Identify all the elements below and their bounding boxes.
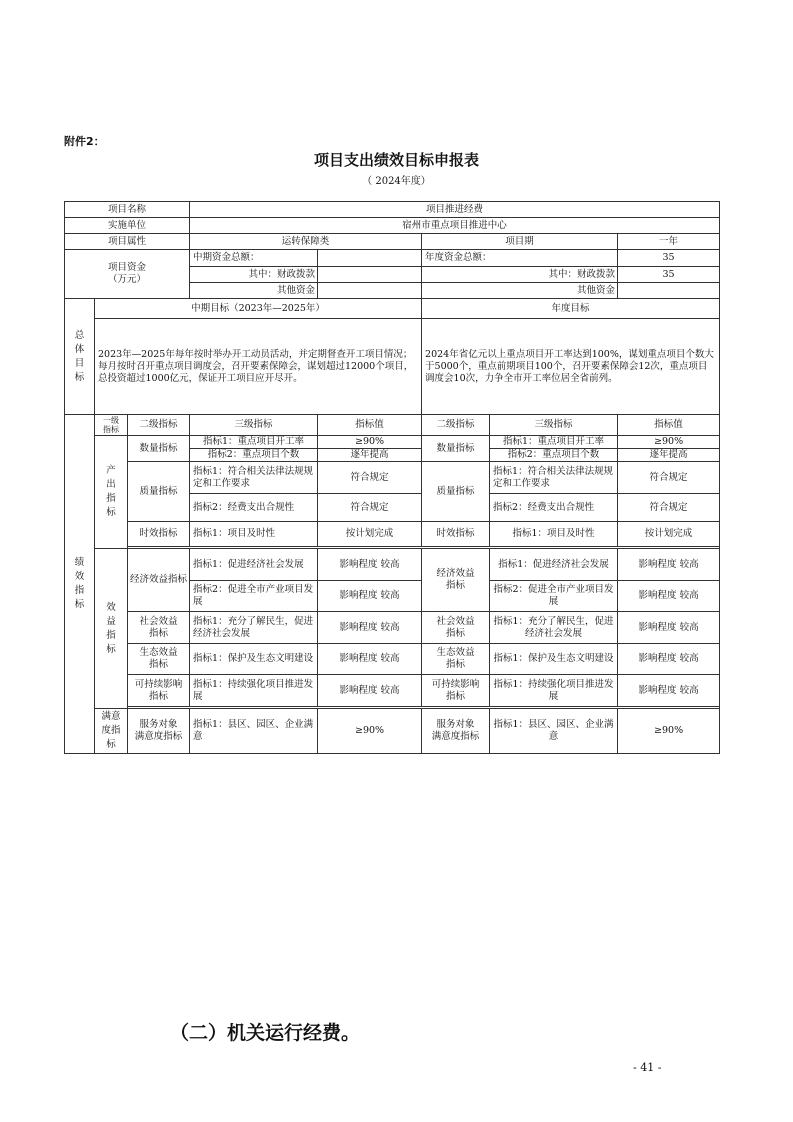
eco-label-year: 生态效益 指标: [422, 644, 490, 675]
perf-indicator-label: 绩 效 指 标: [65, 415, 95, 754]
year-total-value: 35: [618, 250, 720, 267]
social-indicator-1: 指标1：充分了解民生，促进经济社会发展: [190, 612, 318, 644]
quality-value-2: 符合规定: [318, 494, 422, 522]
section-heading: （二）机关运行经费。: [170, 1022, 361, 1044]
satisfy-indicator-label: 满意 度指 标: [95, 709, 128, 754]
quality-indicator-2-year: 指标2：经费支出合规性: [490, 494, 618, 522]
year-other-value: [618, 283, 720, 299]
page-number: - 41 -: [633, 1061, 662, 1074]
time-value-1: 按计划完成: [318, 522, 422, 547]
level3-header-year: 三级指标: [490, 415, 618, 436]
social-indicator-1-year: 指标1：充分了解民生，促进经济社会发展: [490, 612, 618, 644]
social-value-1: 影响程度 较高: [318, 612, 422, 644]
eco-indicator-1-year: 指标1：保护及生态文明建设: [490, 644, 618, 675]
service-indicator-1-year: 指标1：县区、园区、企业满意: [490, 709, 618, 754]
econ-value-2: 影响程度 较高: [318, 581, 422, 612]
eco-value-1: 影响程度 较高: [318, 644, 422, 675]
econ-indicator-2-year: 指标2：促进全市产业项目发展: [490, 581, 618, 612]
value-header: 指标值: [318, 415, 422, 436]
year-total-label: 年度资金总额：: [422, 250, 618, 267]
qty-indicator-1: 指标1：重点项目开工率: [190, 436, 318, 449]
overall-goal-label: 总 体 目 标: [65, 299, 95, 415]
time-indicator-1-year: 指标1：项目及时性: [490, 522, 618, 547]
year-goal-header: 年度目标: [422, 299, 720, 319]
eco-value-1-year: 影响程度 较高: [618, 644, 720, 675]
quality-label-year: 质量指标: [422, 462, 490, 522]
sustain-value-1: 影响程度 较高: [318, 675, 422, 707]
mid-fiscal-value: [318, 267, 422, 283]
value-header-year: 指标值: [618, 415, 720, 436]
sustain-indicator-1-year: 指标1：持续强化项目推进发展: [490, 675, 618, 707]
mid-goal-text: 2023年—2025年每年按时举办开工动员活动，并定期督查开工项目情况；每月按时召开重点项目调度会，召开要素保障会，谋划超过12000个项目，总投资超过1000亿元，保证开工项目应开尽开。: [95, 319, 422, 415]
mid-total-label: 中期资金总额：: [190, 250, 318, 267]
qty-label: 数量指标: [128, 436, 190, 462]
year-label: （ 2024年度）: [362, 176, 431, 187]
qty-indicator-1-year: 指标1：重点项目开工率: [490, 436, 618, 449]
year-fiscal-label: 其中：财政拨款: [422, 267, 618, 283]
quality-value-2-year: 符合规定: [618, 494, 720, 522]
level2-header: 二级指标: [128, 415, 190, 436]
econ-value-1: 影响程度 较高: [318, 549, 422, 581]
social-label-year: 社会效益 指标: [422, 612, 490, 644]
qty-label-year: 数量指标: [422, 436, 490, 462]
qty-value-1: ≥90%: [318, 436, 422, 449]
output-indicator-label: 产 出 指 标: [95, 436, 128, 549]
attr-value: 运转保障类: [190, 234, 422, 250]
sustain-label: 可持续影响 指标: [128, 675, 190, 707]
quality-indicator-1: 指标1：符合相关法律法规规定和工作要求: [190, 462, 318, 494]
service-value-1-year: ≥90%: [618, 709, 720, 754]
unit-value: 宿州市重点项目推进中心: [190, 218, 720, 234]
service-label: 服务对象 满意度指标: [128, 709, 190, 754]
qty-indicator-2: 指标2：重点项目个数: [190, 449, 318, 462]
year-goal-text: 2024年省亿元以上重点项目开工率达到100%，谋划重点项目个数大于5000个，重点前期项目100个，召开要素保障会12次，重点项目调度会10次，力争全市开工率位居全省前列。: [422, 319, 720, 415]
econ-indicator-1-year: 指标1：促进经济社会发展: [490, 549, 618, 581]
qty-value-2: 逐年提高: [318, 449, 422, 462]
level1-header: 一级 指标: [95, 415, 128, 436]
project-name-label: 项目名称: [65, 202, 190, 218]
period-value: 一年: [618, 234, 720, 250]
sustain-label-year: 可持续影响 指标: [422, 675, 490, 707]
econ-label-year: 经济效益 指标: [422, 549, 490, 612]
year-other-label: 其他资金: [422, 283, 618, 299]
mid-fiscal-label: 其中：财政拨款: [190, 267, 318, 283]
quality-label: 质量指标: [128, 462, 190, 522]
quality-value-1-year: 符合规定: [618, 462, 720, 494]
project-name: 项目推进经费: [190, 202, 720, 218]
qty-indicator-2-year: 指标2：重点项目个数: [490, 449, 618, 462]
mid-goal-header: 中期目标（2023年—2025年）: [95, 299, 422, 319]
fund-label: 项目资金 （万元）: [65, 250, 190, 299]
social-value-1-year: 影响程度 较高: [618, 612, 720, 644]
econ-value-1-year: 影响程度 较高: [618, 549, 720, 581]
page-title: 项目支出绩效目标申报表: [313, 151, 479, 169]
quality-indicator-2: 指标2：经费支出合规性: [190, 494, 318, 522]
year-fiscal-value: 35: [618, 267, 720, 283]
attr-label: 项目属性: [65, 234, 190, 250]
benefit-indicator-label: 效 益 指 标: [95, 549, 128, 709]
performance-table: [64, 201, 720, 754]
qty-value-2-year: 逐年提高: [618, 449, 720, 462]
econ-label: 经济效益指标: [128, 549, 190, 612]
social-label: 社会效益 指标: [128, 612, 190, 644]
attachment-label: 附件2：: [64, 135, 105, 148]
qty-value-1-year: ≥90%: [618, 436, 720, 449]
mid-other-value: [318, 283, 422, 299]
econ-value-2-year: 影响程度 较高: [618, 581, 720, 612]
quality-value-1: 符合规定: [318, 462, 422, 494]
econ-indicator-1: 指标1：促进经济社会发展: [190, 549, 318, 581]
period-label: 项目期: [422, 234, 618, 250]
time-label: 时效指标: [128, 522, 190, 547]
mid-total-value: [318, 250, 422, 267]
level3-header: 三级指标: [190, 415, 318, 436]
unit-label: 实施单位: [65, 218, 190, 234]
service-value-1: ≥90%: [318, 709, 422, 754]
quality-indicator-1-year: 指标1：符合相关法律法规规定和工作要求: [490, 462, 618, 494]
sustain-indicator-1: 指标1：持续强化项目推进发展: [190, 675, 318, 707]
eco-label: 生态效益 指标: [128, 644, 190, 675]
econ-indicator-2: 指标2：促进全市产业项目发展: [190, 581, 318, 612]
eco-indicator-1: 指标1：保护及生态文明建设: [190, 644, 318, 675]
time-value-1-year: 按计划完成: [618, 522, 720, 547]
service-indicator-1: 指标1：县区、园区、企业满意: [190, 709, 318, 754]
mid-other-label: 其他资金: [190, 283, 318, 299]
level2-header-year: 二级指标: [422, 415, 490, 436]
time-label-year: 时效指标: [422, 522, 490, 547]
time-indicator-1: 指标1：项目及时性: [190, 522, 318, 547]
service-label-year: 服务对象 满意度指标: [422, 709, 490, 754]
sustain-value-1-year: 影响程度 较高: [618, 675, 720, 707]
